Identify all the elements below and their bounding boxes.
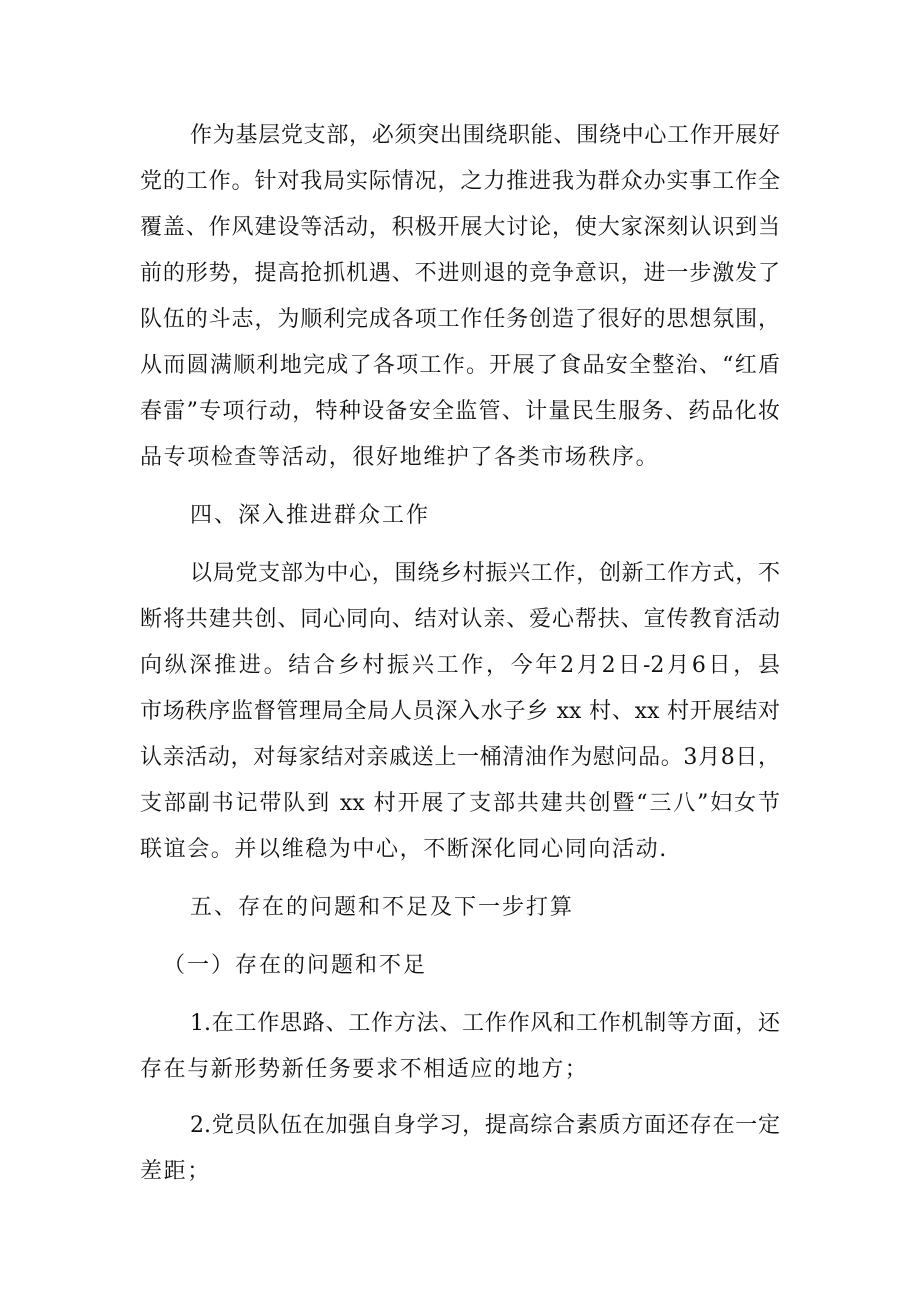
paragraph-1-line-6: 从而圆满顺利地完成了各项工作。开展了食品安全整治、“红盾: [140, 353, 780, 378]
paragraph-2-line-5: 认亲活动，对每家结对亲戚送上一桶清油作为慰问品。3月8日，: [140, 745, 780, 770]
section-heading-5: 五、存在的问题和不足及下一步打算: [190, 895, 575, 920]
paragraph-1-line-2: 党的工作。针对我局实际情况，之力推进我为群众办实事工作全: [140, 169, 780, 194]
section-heading-4: 四、深入推进群众工作: [190, 503, 431, 528]
paragraph-2-line-4: 市场秩序监督管理局全局人员深入水子乡 xx 村、xx 村开展结对: [140, 699, 780, 724]
paragraph-2-line-3: 向纵深推进。结合乡村振兴工作，今年2月2日-2月6日，县: [140, 653, 780, 678]
paragraph-1-line-8: 品专项检查等活动，很好地维护了各类市场秩序。: [140, 445, 660, 470]
item-1-line-1: 1.在工作思路、工作方法、工作作风和工作机制等方面，还: [190, 1011, 780, 1036]
paragraph-2-line-1: 以局党支部为中心，围绕乡村振兴工作，创新工作方式，不: [190, 561, 780, 586]
paragraph-1-line-3: 覆盖、作风建设等活动，积极开展大讨论，使大家深刻认识到当: [140, 215, 780, 240]
paragraph-2-line-2: 断将共建共创、同心同向、结对认亲、爱心帮扶、宣传教育活动: [140, 607, 780, 632]
paragraph-2-line-6: 支部副书记带队到 xx 村开展了支部共建共创暨“三八”妇女节: [140, 791, 780, 816]
paragraph-1-line-1: 作为基层党支部，必须突出围绕职能、围绕中心工作开展好: [190, 123, 780, 148]
item-1-line-2: 存在与新形势新任务要求不相适应的地方；: [140, 1057, 589, 1082]
paragraph-1-line-4: 前的形势，提高抢抓机遇、不进则退的竞争意识，进一步激发了: [140, 261, 780, 286]
item-2-line-1: 2.党员队伍在加强自身学习，提高综合素质方面还存在一定: [190, 1113, 780, 1138]
paragraph-1-line-5: 队伍的斗志，为顺利完成各项工作任务创造了很好的思想氛围，: [140, 307, 780, 332]
item-2-line-2: 差距；: [140, 1159, 211, 1184]
subsection-heading-1: （一）存在的问题和不足: [163, 953, 428, 978]
paragraph-1-line-7: 春雷”专项行动，特种设备安全监管、计量民生服务、药品化妆: [140, 399, 780, 424]
paragraph-2-line-7: 联谊会。并以维稳为中心，不断深化同心同向活动.: [140, 837, 668, 862]
